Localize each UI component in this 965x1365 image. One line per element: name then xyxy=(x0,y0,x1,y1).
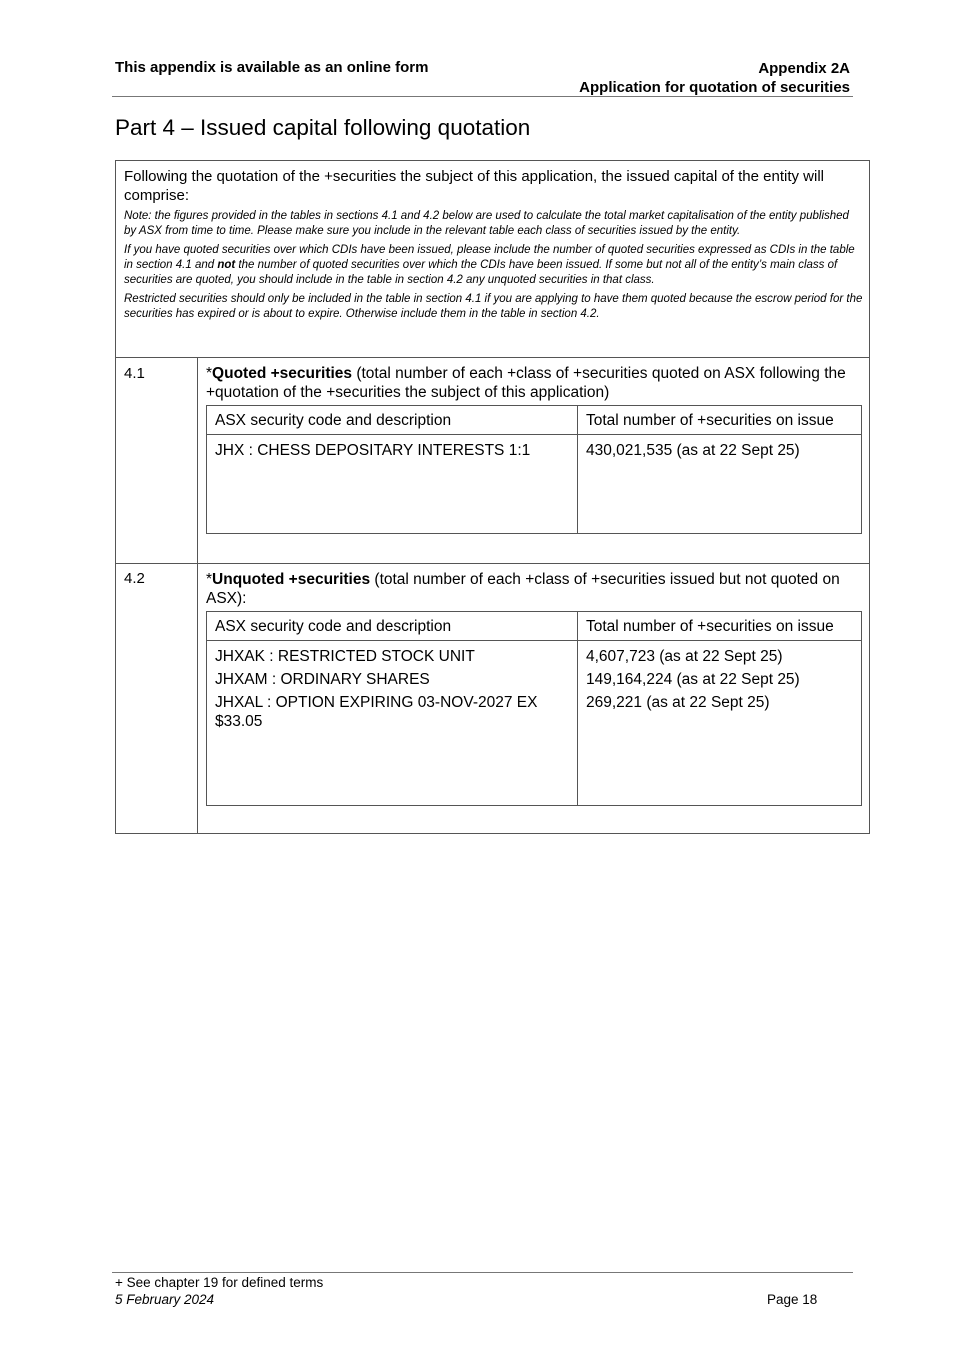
header-right xyxy=(579,59,850,97)
intro-note-market-cap: Note: the figures provided in the tables in sections 4.1 and 4.2 below are used to calculate the total market capitalisation of the entity published by ASX from time to time. Please make sure you include in the relevant table each class of securities issued by the entity. xyxy=(124,210,849,237)
quoted-col-code-header: ASX security code and description xyxy=(215,412,452,429)
appendix-label: Appendix 2A xyxy=(758,60,850,77)
section-41-divider xyxy=(115,357,870,358)
unquoted-row-total: 149,164,224 (as at 22 Sept 25) xyxy=(586,671,800,688)
quoted-row-code: JHX : CHESS DEPOSITARY INTERESTS 1:1 xyxy=(215,442,531,459)
footer-divider xyxy=(112,1272,853,1273)
quoted-row-total: 430,021,535 (as at 22 Sept 25) xyxy=(586,442,800,459)
quoted-col-total-header: Total number of +securities on issue xyxy=(586,412,834,429)
footer-date: 5 February 2024 xyxy=(115,1292,215,1307)
unquoted-col-code-header: ASX security code and description xyxy=(215,618,452,635)
section-42-divider xyxy=(115,563,870,564)
page-title: Part 4 – Issued capital following quotation xyxy=(115,115,531,140)
intro-note-restricted: Restricted securities should only be included in the table in section 4.1 if you are applying to have them quoted because the escrow period for the securities has expired or is about to expire. Otherwise include them in the table in section 4.2. xyxy=(124,293,863,320)
section-41-heading: *Quoted +securities (total number of each +class of +securities quoted on ASX following the +quotation of the +securities the subject of this application) xyxy=(206,365,846,401)
intro-block xyxy=(124,167,864,322)
section-42-number: 4.2 xyxy=(124,570,145,587)
footer-defined-terms: + See chapter 19 for defined terms xyxy=(115,1275,324,1290)
unquoted-row-code: JHXAK : RESTRICTED STOCK UNIT xyxy=(215,648,475,665)
unquoted-table-header-divider xyxy=(206,640,862,641)
unquoted-table-column-divider xyxy=(577,611,578,806)
unquoted-row-code: JHXAM : ORDINARY SHARES xyxy=(215,671,430,688)
number-column-divider xyxy=(197,357,198,834)
section-42-heading: *Unquoted +securities (total number of each +class of +securities issued but not quoted on ASX): xyxy=(206,571,840,607)
page-number: Page 18 xyxy=(767,1292,818,1307)
quoted-table-column-divider xyxy=(577,405,578,534)
appendix-subtitle: Application for quotation of securities xyxy=(579,79,850,96)
unquoted-col-total-header: Total number of +securities on issue xyxy=(586,618,834,635)
unquoted-row-code: JHXAL : OPTION EXPIRING 03-NOV-2027 EX $33.05 xyxy=(215,694,538,730)
intro-note-cdis: If you have quoted securities over which CDIs have been issued, please include the number of quoted securities expressed as CDIs in the table in section 4.1 and not the number of quoted securities over which the CDIs have been issued. If some but not all of the entity’s main class of securities are quoted, you should include in the table in section 4.2 any unquoted securities in that class. xyxy=(124,244,855,286)
header-left-text: This appendix is available as an online form xyxy=(115,59,429,76)
intro-lead: Following the quotation of the +securities the subject of this application, the issued capital of the entity will comprise: xyxy=(124,168,824,204)
unquoted-row-total: 269,221 (as at 22 Sept 25) xyxy=(586,694,770,711)
header-divider xyxy=(112,96,853,97)
quoted-table-header-divider xyxy=(206,434,862,435)
section-41-number: 4.1 xyxy=(124,365,145,382)
unquoted-row-total: 4,607,723 (as at 22 Sept 25) xyxy=(586,648,783,665)
